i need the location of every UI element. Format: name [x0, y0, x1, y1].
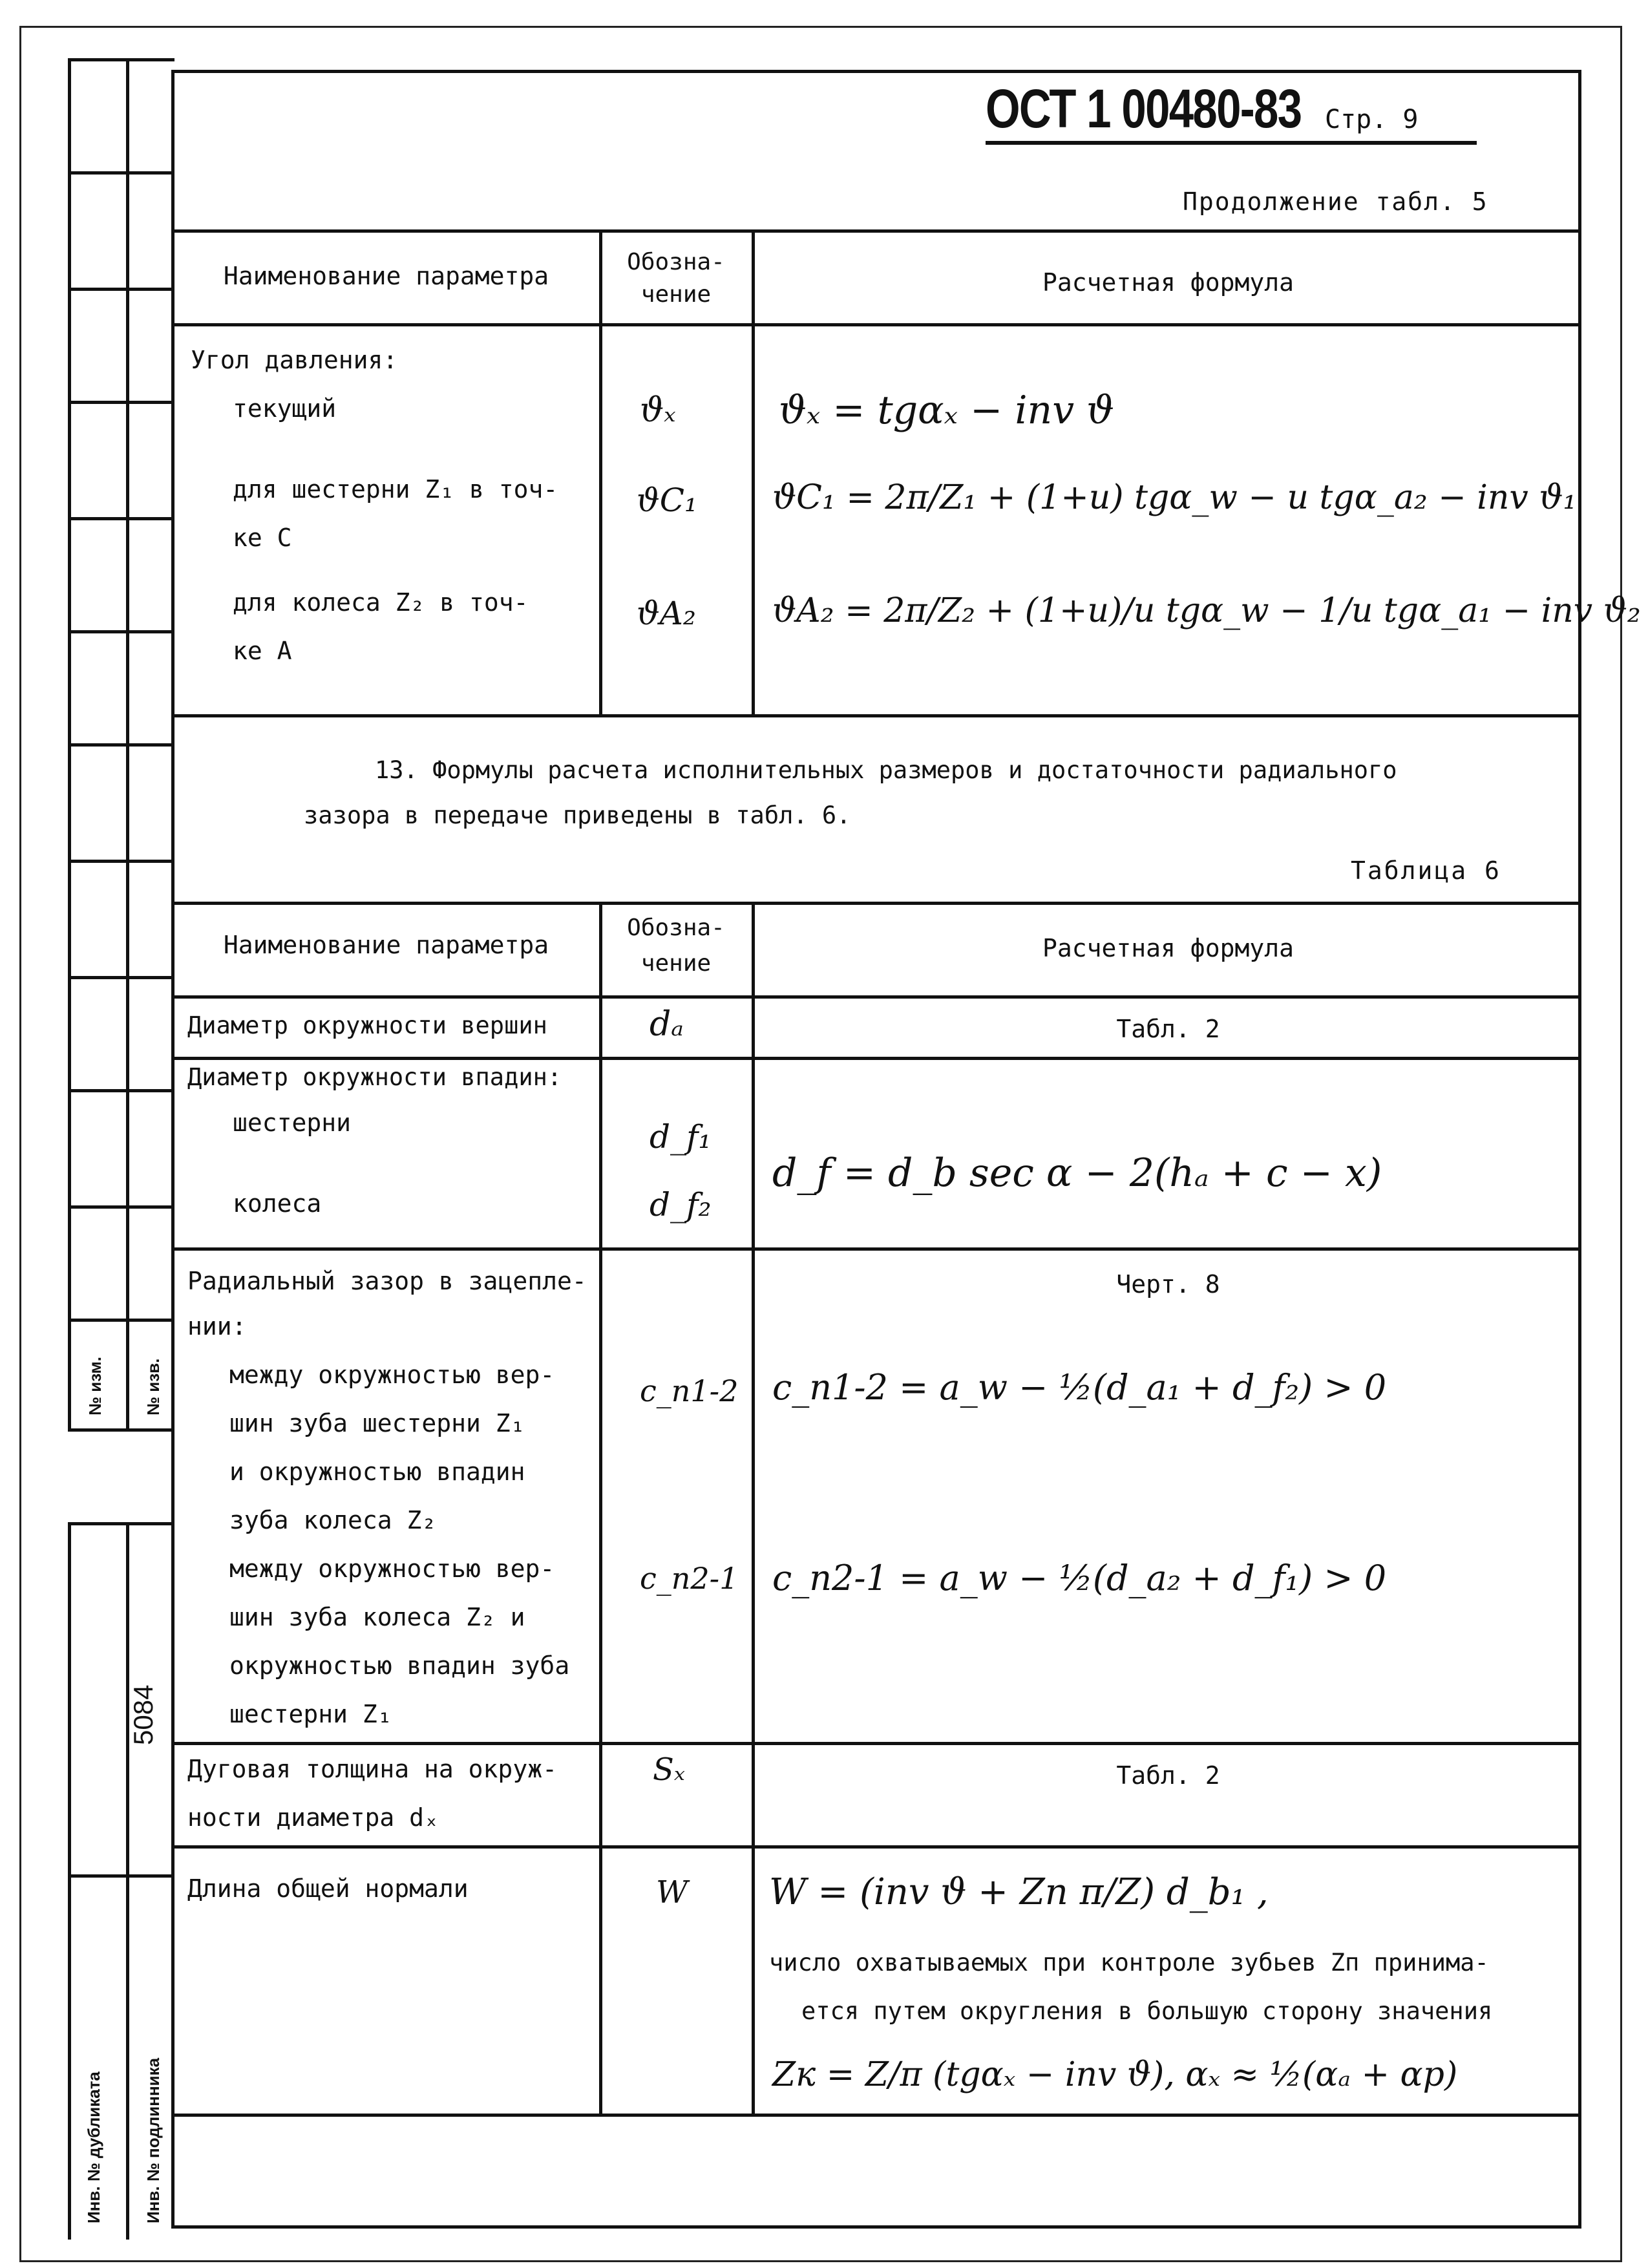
table6-root-gear: колеса [233, 1189, 322, 1218]
table6-col-symbol-1: Обозна- [627, 915, 725, 941]
table6-tip-diameter-formula: Табл. 2 [1116, 1015, 1220, 1043]
side-divider [68, 1089, 174, 1092]
table5-symbol-gear: ϑA₂ [637, 595, 696, 632]
table6-clearance-ref: Черт. 8 [1116, 1270, 1220, 1298]
table6-clearance-b1: между окружностью вер- [229, 1554, 555, 1583]
table5-row-pinion: для шестерни Z₁ в точ- [233, 475, 558, 503]
side-col-line [68, 1522, 71, 2240]
table6-col-divider [599, 902, 602, 2114]
table5-row-gear: для колеса Z₂ в точ- [233, 588, 529, 617]
stamp-izm-label: № изм. [85, 1357, 105, 1415]
side-divider [68, 288, 174, 291]
table5-top-border [171, 229, 1581, 233]
table6-clearance-a2: шин зуба шестерни Z₁ [229, 1409, 525, 1437]
table6-top-border [171, 902, 1581, 905]
section13-line2: зазора в передаче приведены в табл. 6. [304, 801, 851, 829]
side-divider [68, 976, 174, 979]
table6-clearance-b-formula: c_п2-1 = a_w − ½(d_a₂ + d_f₁) > 0 [772, 1558, 1387, 1598]
side-col-top [68, 1522, 174, 1525]
side-divider [68, 171, 174, 175]
table6-col-symbol-2: чение [640, 950, 712, 977]
table6-row-border [171, 1742, 1581, 1745]
table6-clearance-b-symbol: c_п2-1 [640, 1561, 739, 1596]
table6-base-tangent-formula: W = (inv ϑ + Zп π/Z) d_b₁ , [769, 1871, 1269, 1913]
table6-clearance-a4: зуба колеса Z₂ [229, 1506, 437, 1534]
table5-formula-gear: ϑA₂ = 2π/Z₂ + (1+u)/u tgα_w − 1/u tgα_a₁ − inv ϑ₂ [772, 591, 1641, 630]
table6-row-border [171, 1845, 1581, 1849]
side-col-bottom [68, 1428, 174, 1432]
table6-tip-diameter: Диаметр окружности вершин [187, 1012, 547, 1039]
side-divider [68, 630, 174, 633]
table6-row-border [171, 1247, 1581, 1251]
table6-clearance-a-formula: c_п1-2 = a_w − ½(d_a₁ + d_f₂) > 0 [772, 1367, 1387, 1408]
table6-arc-thickness-2: ности диаметра dₓ [187, 1803, 439, 1832]
table6-clearance-b2: шин зуба колеса Z₂ и [229, 1603, 525, 1631]
stamp-number: 5084 [128, 1684, 158, 1745]
table5-col-formula: Расчетная формула [1042, 268, 1294, 297]
stamp-izv-label: № изв. [143, 1358, 163, 1415]
table6-root-symbol-2: d_f₂ [650, 1186, 712, 1224]
side-divider [68, 517, 174, 520]
table6-clearance-b3: окружностью впадин зуба [229, 1651, 570, 1680]
table6-root-symbol-1: d_f₁ [650, 1118, 712, 1156]
table6-root-diameter: Диаметр окружности впадин: [187, 1063, 562, 1091]
side-divider [68, 860, 174, 863]
table6-head-border [171, 995, 1581, 999]
table5-row-pinion-2: ке C [233, 524, 292, 552]
table6-arc-thickness-symbol: Sₓ [653, 1752, 685, 1788]
table6-clearance-a1: между окружностью вер- [229, 1361, 555, 1389]
side-divider [68, 1205, 174, 1209]
table6-root-pinion: шестерни [233, 1108, 352, 1137]
stamp-dubl-label: Инв. № дубликата [84, 2072, 103, 2223]
table5-row-pressure-angle: Угол давления: [191, 346, 398, 374]
table5-symbol-current: ϑₓ [640, 391, 676, 430]
table6-col-divider [752, 902, 755, 2114]
side-divider [68, 1874, 174, 1878]
table6-clearance-2: нии: [187, 1312, 247, 1341]
header-underline [986, 141, 1477, 145]
table5-symbol-pinion: ϑC₁ [637, 482, 698, 519]
table6-base-tangent-text2: ется путем округления в большую сторону значения [801, 1997, 1493, 2025]
table6-arc-thickness-formula: Табл. 2 [1116, 1761, 1220, 1790]
table6-clearance-b4: шестерни Z₁ [229, 1700, 392, 1728]
table6-base-tangent-text1: число охватываемых при контроле зубьев Zп принима- [769, 1949, 1489, 1977]
table6-row-border [171, 2114, 1581, 2117]
table5-formula-pinion: ϑC₁ = 2π/Z₁ + (1+u) tgα_w − u tgα_a₂ − inv ϑ₁ [772, 478, 1577, 517]
standard-number: ОСТ 1 00480-83 [986, 78, 1302, 139]
table6-base-tangent-formula2: Zк = Z/π (tgαₓ − inv ϑ), αₓ ≈ ½(αₐ + αp) [772, 2055, 1458, 2094]
table5-row-gear-2: ке A [233, 637, 292, 665]
table6-clearance-a3: и окружностью впадин [229, 1457, 525, 1486]
table6-base-tangent: Длина общей нормали [187, 1874, 469, 1903]
table5-col-symbol-2: чение [640, 281, 712, 308]
page-label: Стр. 9 [1325, 105, 1419, 134]
table6-tip-diameter-symbol: dₐ [650, 1005, 684, 1044]
table6-clearance-1: Радиальный зазор в зацепле- [187, 1267, 587, 1295]
stamp-podl-label: Инв. № подлинника [143, 2057, 163, 2223]
table5-col-symbol-1: Обозна- [627, 249, 725, 275]
side-divider [68, 1319, 174, 1322]
table6-root-formula: d_f = d_b sec α − 2(hₐ + c − x) [772, 1150, 1382, 1196]
section13-line1: 13. Формулы расчета исполнительных размеров и достаточности радиального [375, 756, 1397, 784]
table6-clearance-a-symbol: c_п1-2 [640, 1373, 739, 1408]
table5-formula-current: ϑₓ = tgαₓ − inv ϑ [779, 388, 1115, 433]
table6-base-tangent-symbol: W [656, 1874, 688, 1911]
table5-bottom-border [171, 714, 1581, 717]
table6-title: Таблица 6 [1351, 856, 1501, 885]
table5-col-param: Наименование параметра [223, 262, 549, 290]
table5-head-border [171, 323, 1581, 326]
side-col-line [126, 1522, 129, 2240]
side-divider [68, 401, 174, 404]
table6-row-border [171, 1057, 1581, 1060]
table5-col-divider [752, 229, 755, 714]
side-col-top [68, 58, 174, 61]
table5-continuation: Продолжение табл. 5 [1183, 187, 1488, 216]
table6-arc-thickness-1: Дуговая толщина на окруж- [187, 1755, 557, 1783]
table6-col-formula: Расчетная формула [1042, 934, 1294, 962]
table5-row-current: текущий [233, 394, 337, 423]
side-divider [68, 743, 174, 747]
table6-col-param: Наименование параметра [223, 931, 549, 959]
